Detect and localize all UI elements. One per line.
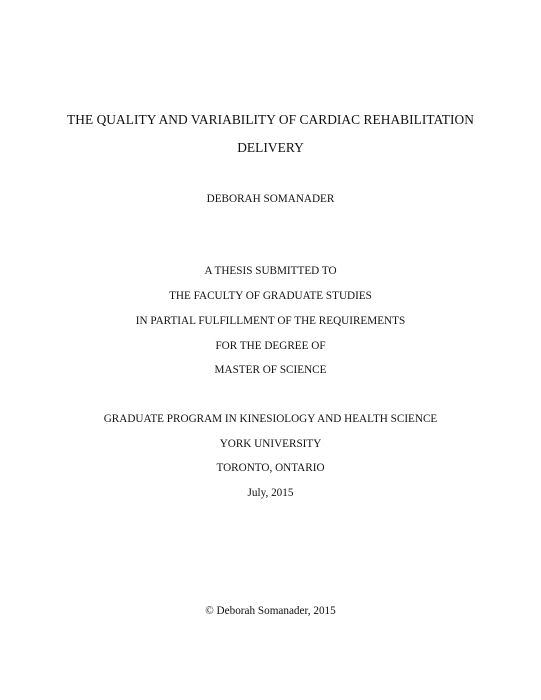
author-name: DEBORAH SOMANADER bbox=[206, 193, 335, 205]
degree-name: MASTER OF SCIENCE bbox=[214, 364, 327, 376]
submission-statement-line: A THESIS SUBMITTED TO bbox=[204, 265, 337, 277]
submission-statement-line: THE FACULTY OF GRADUATE STUDIES bbox=[169, 290, 372, 302]
thesis-title-line-2: DELIVERY bbox=[237, 140, 304, 155]
submission-statement-line: IN PARTIAL FULFILLMENT OF THE REQUIREMENTS bbox=[135, 315, 406, 327]
university-name: YORK UNIVERSITY bbox=[219, 438, 322, 450]
thesis-title-line-1: THE QUALITY AND VARIABILITY OF CARDIAC REHABILITATION bbox=[67, 112, 474, 127]
graduate-program: GRADUATE PROGRAM IN KINESIOLOGY AND HEALTH SCIENCE bbox=[103, 413, 438, 425]
copyright-notice: © Deborah Somanader, 2015 bbox=[205, 605, 336, 617]
submission-statement-line: FOR THE DEGREE OF bbox=[215, 340, 326, 352]
university-location: TORONTO, ONTARIO bbox=[216, 462, 325, 474]
submission-date: July, 2015 bbox=[247, 487, 294, 499]
